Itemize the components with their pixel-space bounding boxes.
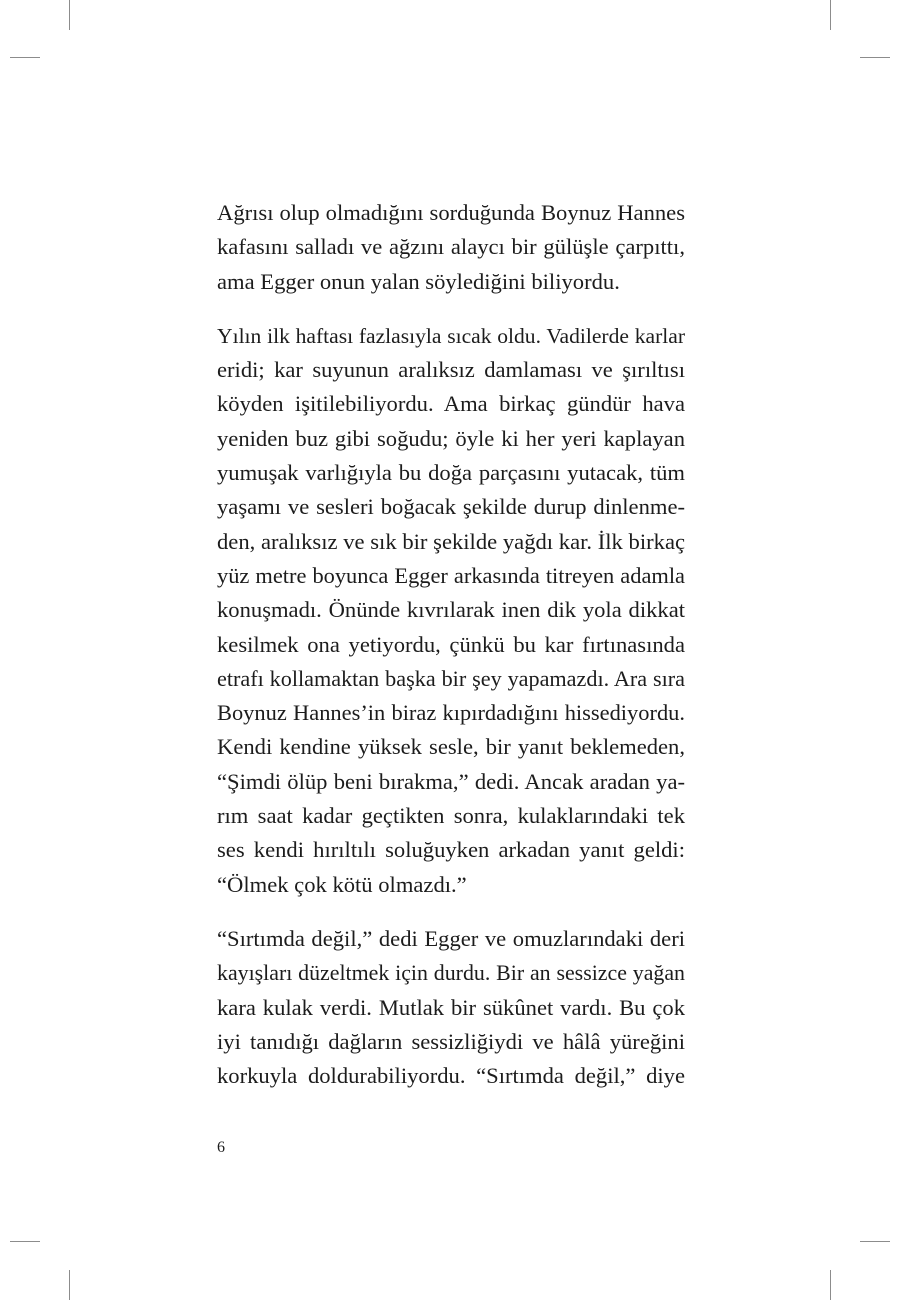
text-line: köyden işitilebiliyordu. Ama birkaç gündür hava xyxy=(217,391,685,417)
text-line: yüz metre boyunca Egger arkasında titreyen adamla xyxy=(217,562,685,588)
text-line: ses kendi hırıltılı soluğuyken arkadan yanıt geldi: xyxy=(217,837,685,863)
text-line: kara kulak verdi. Mutlak bir sükûnet vardı. Bu çok xyxy=(217,994,685,1020)
crop-mark-top-left-vertical xyxy=(69,0,70,30)
paragraph-3 xyxy=(217,922,685,1093)
crop-mark-bottom-right-vertical xyxy=(830,1270,831,1300)
text-line: yeniden buz gibi soğudu; öyle ki her yeri kaplayan xyxy=(217,425,685,451)
text-line: “Ölmek çok kötü olmazdı.” xyxy=(217,871,467,897)
paragraph-2 xyxy=(217,319,685,902)
crop-mark-top-left-horizontal xyxy=(10,57,40,58)
crop-mark-bottom-left-vertical xyxy=(69,1270,70,1300)
text-line: “Sırtımda değil,” dedi Egger ve omuzlarındaki deri xyxy=(217,925,685,951)
text-line: eridi; kar suyunun aralıksız damlaması ve şırıltısı xyxy=(217,357,685,383)
text-line: yaşamı ve sesleri boğacak şekilde durup dinlenme- xyxy=(217,494,685,520)
body-text xyxy=(217,196,685,1113)
text-line: konuşmadı. Önünde kıvrılarak inen dik yola dikkat xyxy=(217,597,685,623)
text-line: Ağrısı olup olmadığını sorduğunda Boynuz Hannes xyxy=(217,200,685,225)
text-line: kayışları düzeltmek için durdu. Bir an sessizce yağan xyxy=(217,960,685,986)
paragraph-1 xyxy=(217,196,685,299)
crop-mark-top-right-vertical xyxy=(830,0,831,30)
text-line: iyi tanıdığı dağların sessizliğiydi ve hâlâ yüreğini xyxy=(217,1028,685,1054)
text-line: Boynuz Hannes’in biraz kıpırdadığını hissediyordu. xyxy=(217,700,685,726)
crop-mark-top-right-horizontal xyxy=(860,57,890,58)
crop-mark-bottom-left-horizontal xyxy=(10,1241,40,1242)
text-line: den, aralıksız ve sık bir şekilde yağdı kar. İlk birkaç xyxy=(217,528,685,554)
text-line: rım saat kadar geçtikten sonra, kulaklarındaki tek xyxy=(217,803,685,829)
text-line: kesilmek ona yetiyordu, çünkü bu kar fırtınasında xyxy=(217,631,685,657)
text-line: yumuşak varlığıyla bu doğa parçasını yutacak, tüm xyxy=(217,460,685,486)
text-line: etrafı kollamaktan başka bir şey yapamazdı. Ara sıra xyxy=(217,665,685,691)
text-line: korkuyla doldurabiliyordu. “Sırtımda değil,” diye xyxy=(217,1063,685,1089)
page-number: 6 xyxy=(217,1139,225,1156)
text-line: ama Egger onun yalan söylediğini biliyordu. xyxy=(217,268,620,294)
text-line: “Şimdi ölüp beni bırakma,” dedi. Ancak aradan ya- xyxy=(217,768,685,794)
text-line: kafasını salladı ve ağzını alaycı bir gülüşle çarpıttı, xyxy=(217,234,685,260)
text-line: Kendi kendine yüksek sesle, bir yanıt beklemeden, xyxy=(217,734,685,760)
text-line: Yılın ilk haftası fazlasıyla sıcak oldu. Vadilerde karlar xyxy=(217,323,685,348)
crop-mark-bottom-right-horizontal xyxy=(860,1241,890,1242)
